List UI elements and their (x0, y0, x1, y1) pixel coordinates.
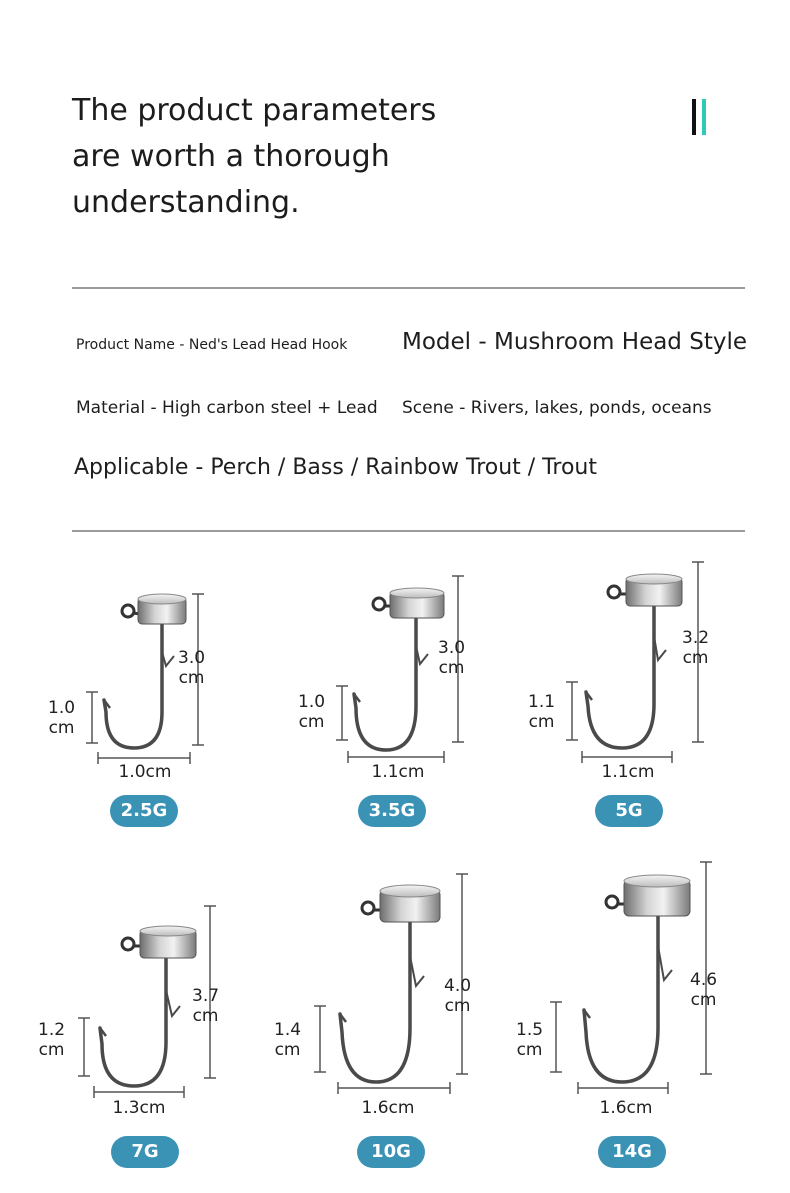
divider-top (72, 287, 745, 289)
hook-width-label: 1.6cm (599, 1098, 653, 1118)
hook-card (270, 860, 500, 1160)
hook-gap-value: 1.2 (38, 1020, 66, 1040)
spec-applicable: Applicable - Perch / Bass / Rainbow Trout / Trout (74, 455, 597, 480)
weight-badge: 3.5G (358, 795, 426, 827)
hook-gap-value: 1.0 (298, 692, 326, 712)
hook-width-label: 1.1cm (371, 762, 425, 782)
weight-badge: 2.5G (110, 795, 178, 827)
hook-length-label (178, 648, 205, 688)
heading-line-1: The product parameters (72, 93, 437, 128)
hook-card (40, 540, 270, 840)
hook-gap-value: 1.1 (528, 692, 556, 712)
weight-badge: 7G (111, 1136, 179, 1168)
hook-card (30, 860, 260, 1160)
hook-length-label (682, 628, 709, 668)
hook-gap-label (48, 698, 75, 738)
divider-bottom (72, 530, 745, 532)
weight-badge: 10G (357, 1136, 425, 1168)
spec-product-name: Product Name - Ned's Lead Head Hook (76, 337, 348, 353)
hook-gap-value: 1.5 (516, 1020, 544, 1040)
heading-line-2: are worth a thorough (72, 139, 390, 174)
hook-gap-label (528, 692, 555, 732)
hook-gap-unit: cm (528, 712, 555, 732)
hook-gap-label (274, 1020, 301, 1060)
hook-length-unit: cm (444, 996, 471, 1016)
hook-length-value: 3.2 (682, 628, 710, 648)
spec-model: Model - Mushroom Head Style (402, 329, 747, 355)
hook-length-unit: cm (192, 1006, 219, 1026)
hook-length-value: 4.6 (690, 970, 718, 990)
hook-gap-unit: cm (38, 1040, 65, 1060)
hook-length-label (690, 970, 717, 1010)
hook-card (508, 860, 738, 1160)
spec-material: Material - High carbon steel + Lead (76, 398, 378, 418)
hook-size-grid (0, 540, 790, 1193)
hook-length-value: 3.0 (438, 638, 466, 658)
weight-badge: 5G (595, 795, 663, 827)
hook-gap-value: 1.0 (48, 698, 76, 718)
hook-gap-label (38, 1020, 65, 1060)
hook-gap-label (298, 692, 325, 732)
hook-gap-unit: cm (274, 1040, 301, 1060)
accent-bar-dark (692, 99, 696, 135)
page-heading (72, 88, 436, 226)
hook-length-unit: cm (438, 658, 465, 678)
hook-width-label: 1.0cm (118, 762, 172, 782)
hook-gap-unit: cm (48, 718, 75, 738)
hook-gap-unit: cm (516, 1040, 543, 1060)
hook-length-value: 3.0 (178, 648, 206, 668)
hook-length-value: 4.0 (444, 976, 472, 996)
hook-card (286, 540, 516, 840)
hook-gap-unit: cm (298, 712, 325, 732)
hook-length-unit: cm (178, 668, 205, 688)
hook-gap-label (516, 1020, 543, 1060)
spec-scene: Scene - Rivers, lakes, ponds, oceans (402, 398, 712, 418)
hook-length-label (192, 986, 219, 1026)
hook-length-unit: cm (682, 648, 709, 668)
accent-bar-teal (702, 99, 706, 135)
hook-gap-value: 1.4 (274, 1020, 302, 1040)
hook-length-value: 3.7 (192, 986, 220, 1006)
hook-width-label: 1.3cm (112, 1098, 166, 1118)
hook-length-label (444, 976, 471, 1016)
weight-badge: 14G (598, 1136, 666, 1168)
heading-line-3: understanding. (72, 185, 300, 220)
hook-length-label (438, 638, 465, 678)
hook-width-label: 1.1cm (601, 762, 655, 782)
hook-length-unit: cm (690, 990, 717, 1010)
hook-card (514, 540, 744, 840)
hook-width-label: 1.6cm (361, 1098, 415, 1118)
